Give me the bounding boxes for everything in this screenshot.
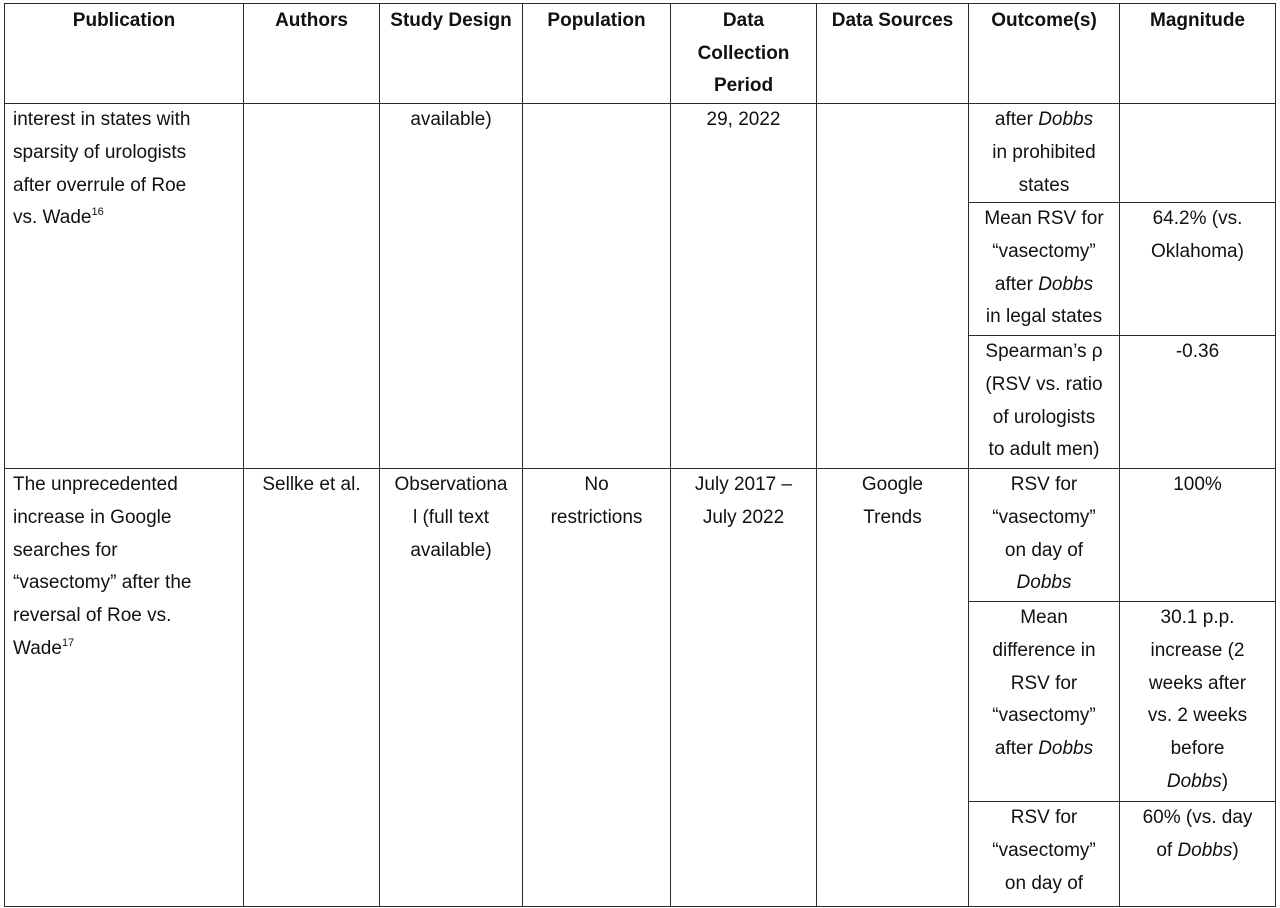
table-row [5,469,1276,602]
header-population: Population [523,4,671,104]
header-data-collection-period: Data Collection Period [671,4,817,104]
publication-cell: The unprecedented increase in Google searches for “vasectomy” after the reversal of Roe vs. Wade$^{17}$ [5,469,244,907]
header-study-design: Study Design [380,4,523,104]
header-magnitude: Magnitude [1120,4,1276,104]
outcome-cell: Mean difference in RSV for “vasectomy” after Dobbs [969,602,1120,802]
header-row [5,4,1276,104]
population-cell [523,104,671,469]
magnitude-cell: 60% (vs. day of Dobbs) [1120,802,1276,907]
magnitude-cell: 64.2% (vs. Oklahoma) [1120,203,1276,336]
period-cell: July 2017 – July 2022 [671,469,817,907]
data-sources-cell: Google Trends [817,469,969,907]
header-authors: Authors [244,4,380,104]
period-cell: 29, 2022 [671,104,817,469]
study-design-cell: Observationa l (full text available) [380,469,523,907]
table-row [5,104,1276,203]
magnitude-cell: 30.1 p.p. increase (2 weeks after vs. 2 weeks before Dobbs) [1120,602,1276,802]
authors-cell [244,104,380,469]
authors-cell: Sellke et al. [244,469,380,907]
publication-cell: interest in states with sparsity of urologists after overrule of Roe vs. Wade$^{16}$ [5,104,244,469]
population-cell: No restrictions [523,469,671,907]
reference-superscript: 17 [61,636,75,649]
outcome-cell: after Dobbs in prohibited states [969,104,1120,203]
magnitude-cell: -0.36 [1120,336,1276,469]
header-outcomes: Outcome(s) [969,4,1120,104]
reference-superscript: 16 [91,206,104,219]
evidence-table [4,3,1276,907]
header-publication: Publication [5,4,244,104]
outcome-cell: Spearman’s ρ (RSV vs. ratio of urologists to adult men) [969,336,1120,469]
magnitude-cell: 100% [1120,469,1276,602]
study-design-cell: available) [380,104,523,469]
outcome-cell: RSV for “vasectomy” on day of [969,802,1120,907]
outcome-cell: RSV for “vasectomy” on day of Dobbs [969,469,1120,602]
data-sources-cell [817,104,969,469]
outcome-cell: Mean RSV for “vasectomy” after Dobbs in legal states [969,203,1120,336]
magnitude-cell [1120,104,1276,203]
header-data-sources: Data Sources [817,4,969,104]
